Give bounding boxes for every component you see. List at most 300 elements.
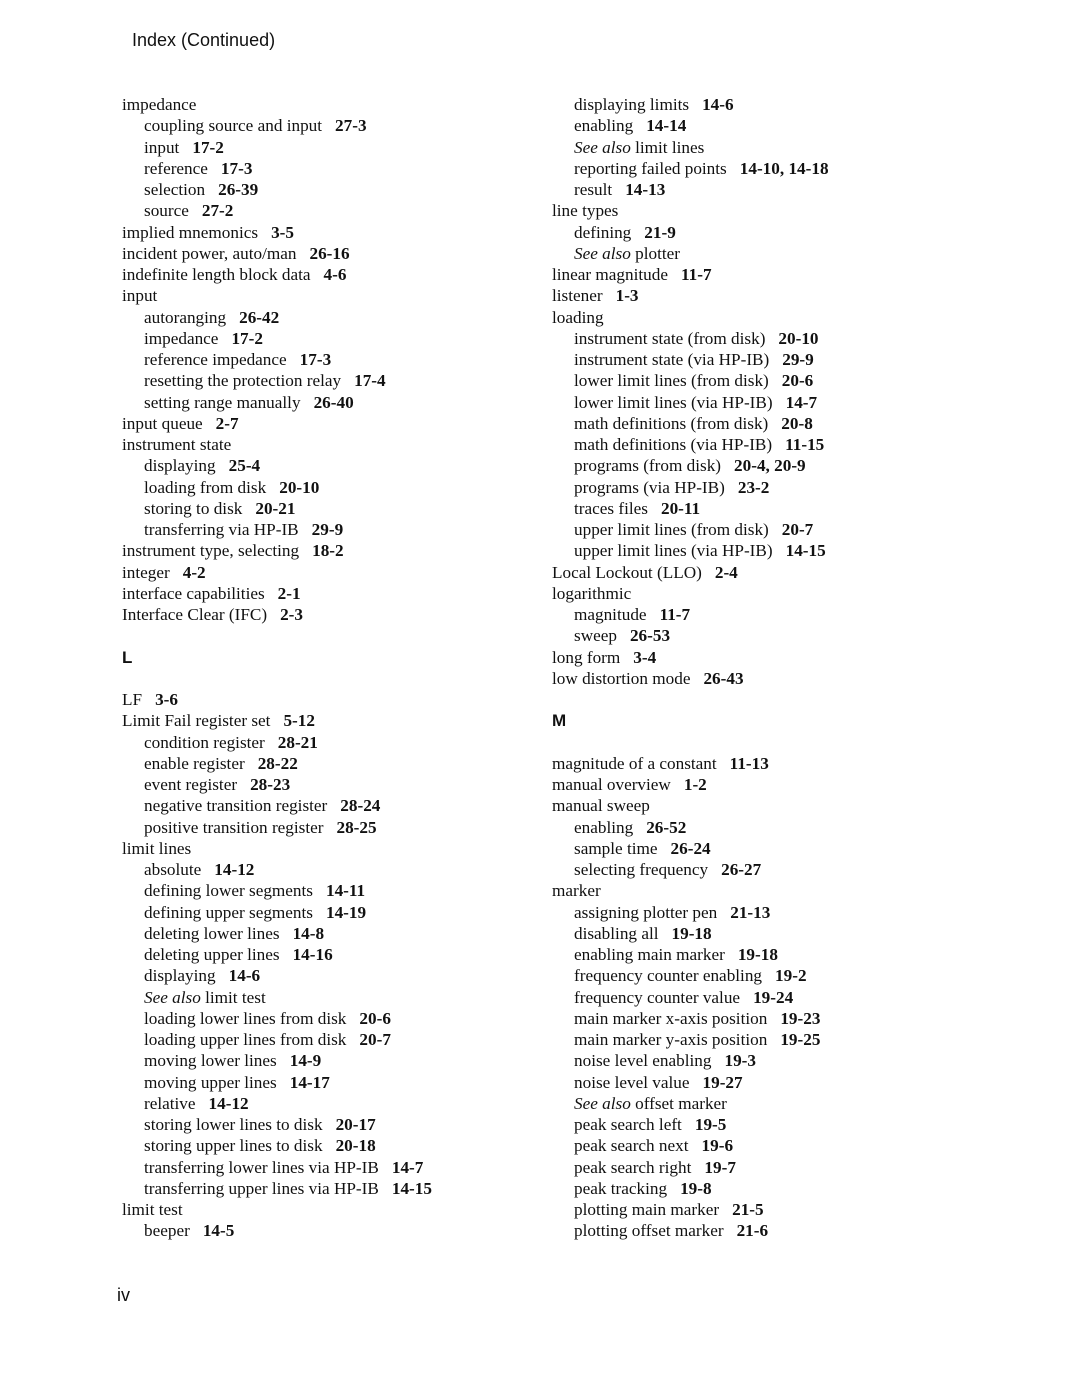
index-subentry [552,392,972,413]
index-entry [122,1199,542,1220]
index-subentry [122,1093,542,1114]
index-subentry [122,1029,542,1050]
index-term: loading upper lines from disk [144,1030,347,1049]
index-subentry [122,200,542,221]
index-term: line types [552,201,619,221]
index-entry [552,285,972,306]
index-term: source [144,201,189,221]
index-term: upper limit lines (from disk) [574,520,769,539]
page-ref: 14-11 [325,881,366,901]
page-ref: 21-5 [732,1200,764,1219]
page-ref: 14-8 [292,923,325,943]
index-term: enabling [574,116,634,136]
index-term: upper limit lines (via HP-IB) [574,541,773,561]
page-ref: 3-6 [155,690,178,709]
page-ref: 14-12 [214,860,255,879]
index-term: storing upper lines to disk [144,1136,323,1156]
see-also-ref: limit lines [635,137,705,157]
index-term: coupling source and input [144,116,323,136]
spacer [122,668,542,689]
index-term: disabling all [574,923,659,943]
see-also-ref: limit test [205,987,266,1007]
see-also-ref: plotter [635,243,680,263]
index-subentry [122,349,542,370]
page-ref: 19-27 [702,1072,743,1092]
index-subentry [552,179,972,200]
index-term: noise level value [574,1072,690,1092]
index-subentry [552,158,972,179]
index-subentry [552,838,972,859]
page-ref: 20-7 [781,520,814,539]
index-subentry [122,774,542,795]
index-term: negative transition register [144,796,328,816]
page-ref: 14-10, 14-18 [739,158,829,178]
index-term: loading from disk [144,477,267,497]
page-number: iv [117,1285,130,1305]
index-subentry [122,1178,542,1199]
index-subentry [122,1072,542,1093]
index-term: frequency counter value [574,987,741,1007]
see-also-label: See also [574,243,631,263]
index-subentry [552,859,972,880]
index-subentry [552,1178,972,1199]
index-term: enabling main marker [574,945,725,964]
page-ref: 5-12 [283,711,315,731]
page-ref: 20-11 [660,498,701,518]
index-term: peak tracking [574,1178,668,1198]
index-term: lower limit lines (from disk) [574,371,769,391]
index-term: transferring via HP-IB [144,520,299,539]
index-term: moving upper lines [144,1072,277,1092]
index-subentry [122,392,542,413]
index-subentry [552,434,972,455]
index-subentry [122,477,542,498]
page-ref: 17-2 [231,328,263,348]
page-ref: 11-13 [729,753,769,773]
index-term: magnitude [574,605,647,624]
index-subentry [552,1157,972,1178]
page-ref: 20-10 [778,328,819,348]
page-ref: 19-23 [780,1008,821,1028]
index-term: Local Lockout (LLO) [552,562,702,582]
index-subentry [552,519,972,540]
index-subentry [552,94,972,115]
index-term: instrument state [122,435,232,454]
index-term: relative [144,1093,196,1113]
page-ref: 14-6 [702,95,734,114]
index-subentry [122,817,542,838]
index-subentry [552,222,972,243]
index-term: long form [552,647,621,667]
page-ref: 26-16 [309,243,350,263]
index-subentry [122,753,542,774]
index-term: instrument state (from disk) [574,328,766,348]
spacer [122,625,542,646]
index-term: marker [552,881,601,901]
index-entry [122,710,542,731]
index-subentry [552,1135,972,1156]
page-ref: 20-8 [781,413,813,433]
page-ref: 28-23 [250,775,291,794]
page-ref: 26-52 [646,817,687,837]
page-ref: 28-24 [340,796,381,816]
index-term: peak search left [574,1115,682,1134]
see-also-label: See also [144,987,201,1007]
index-term: instrument state (via HP-IB) [574,350,770,369]
index-term: displaying limits [574,95,690,114]
see-also-entry [552,137,972,158]
index-term: transferring lower lines via HP-IB [144,1157,379,1177]
page-ref: 28-22 [257,753,298,773]
index-term: indefinite length block data [122,265,311,284]
index-term: condition register [144,732,265,752]
index-term: peak search next [574,1136,689,1156]
index-term: selecting frequency [574,860,709,879]
page-ref: 19-18 [737,945,778,964]
page-ref: 14-17 [289,1072,330,1092]
index-term: Interface Clear (IFC) [122,605,268,624]
page-ref: 20-18 [335,1136,376,1156]
index-term: math definitions (from disk) [574,413,769,433]
index-subentry [122,1135,542,1156]
index-term: loading lower lines from disk [144,1008,347,1028]
index-subentry [552,413,972,434]
page-ref: 2-4 [714,562,738,582]
index-term: enable register [144,753,245,773]
page-ref: 28-25 [336,817,377,837]
index-entry [122,264,542,285]
index-term: sample time [574,838,658,858]
index-term: defining upper segments [144,902,313,922]
index-subentry [122,115,542,136]
index-entry [552,753,972,774]
index-entry [122,434,542,455]
page-ref: 26-24 [670,838,711,858]
page-ref: 1-2 [683,775,707,794]
index-term: displaying [144,456,216,476]
index-term: interface capabilities [122,583,265,603]
page-ref: 19-7 [704,1157,736,1177]
index-term: impedance [122,95,197,114]
index-subentry [122,732,542,753]
see-also-entry [122,987,542,1008]
index-entry [552,562,972,583]
index-subentry [552,817,972,838]
index-term: defining [574,222,632,242]
index-subentry [552,604,972,625]
index-term: resetting the protection relay [144,371,342,391]
page-ref: 19-2 [775,966,807,986]
index-term: positive transition register [144,817,324,837]
index-term: plotting offset marker [574,1221,724,1241]
index-subentry [552,987,972,1008]
index-entry [122,562,542,583]
index-subentry [552,328,972,349]
page-ref: 14-7 [391,1157,424,1177]
page-ref: 26-43 [703,668,744,688]
index-subentry [122,179,542,200]
index-term: storing lower lines to disk [144,1115,323,1134]
page-ref: 29-9 [782,350,814,369]
index-subentry [552,1114,972,1135]
index-term: deleting upper lines [144,945,280,964]
page-ref: 20-21 [255,498,296,518]
page-ref: 29-9 [311,520,344,539]
index-term: deleting lower lines [144,923,280,943]
index-subentry [552,902,972,923]
page-ref: 2-1 [277,583,301,603]
index-term: manual sweep [552,796,650,816]
index-subentry [552,923,972,944]
index-subentry [552,1008,972,1029]
index-term: transferring upper lines via HP-IB [144,1178,379,1198]
page-ref: 17-2 [192,137,224,157]
index-subentry [552,115,972,136]
see-also-label: See also [574,1093,631,1113]
index-term: result [574,180,613,199]
index-term: autoranging [144,307,227,327]
index-term: instrument type, selecting [122,541,300,561]
page-ref: 20-6 [359,1008,391,1028]
page-ref: 1-3 [615,286,639,306]
index-subentry [552,944,972,965]
index-subentry [122,455,542,476]
index-term: main marker x-axis position [574,1008,768,1028]
page-ref: 19-3 [724,1051,756,1071]
index-term: limit lines [122,838,192,858]
index-term: selection [144,180,206,199]
page-ref: 14-12 [208,1093,249,1113]
index-column-left [122,94,542,1242]
index-entry [122,285,542,306]
index-term: math definitions (via HP-IB) [574,435,773,454]
index-term: event register [144,775,238,794]
index-column-right [552,94,972,1242]
page-ref: 19-25 [780,1030,821,1049]
index-entry [122,583,542,604]
index-entry [552,880,972,901]
index-term: input [122,286,158,306]
index-entry [122,604,542,625]
spacer [552,732,972,753]
page-ref: 26-40 [313,392,354,412]
index-entry [552,200,972,221]
page-ref: 17-4 [354,371,386,391]
index-subentry [552,625,972,646]
index-entry [552,307,972,328]
page-ref: 4-6 [323,265,347,284]
page-ref: 21-6 [736,1221,769,1241]
index-subentry [122,1114,542,1135]
index-subentry [122,965,542,986]
page-ref: 21-9 [644,222,676,242]
index-term: frequency counter enabling [574,966,763,986]
page-ref: 14-6 [228,966,261,986]
index-term: main marker y-axis position [574,1030,768,1049]
index-subentry [122,1050,542,1071]
index-entry [552,264,972,285]
index-entry [552,583,972,604]
index-subentry [122,1157,542,1178]
index-term: absolute [144,860,202,879]
index-term: integer [122,562,170,582]
page-ref: 20-4, 20-9 [734,456,806,476]
index-term: lower limit lines (via HP-IB) [574,392,773,412]
page-ref: 14-7 [785,392,818,412]
section-letter-m: M [552,711,567,731]
index-term: sweep [574,626,617,646]
index-subentry [552,498,972,519]
index-term: low distortion mode [552,668,691,688]
index-subentry [552,349,972,370]
page-ref: 14-16 [292,945,333,964]
index-subentry [122,158,542,179]
index-subentry [122,859,542,880]
page-ref: 3-4 [633,647,657,667]
page-ref: 17-3 [220,158,253,178]
index-term: listener [552,286,603,306]
index-term: reporting failed points [574,158,727,178]
index-term: logarithmic [552,583,632,603]
page-ref: 14-19 [325,902,367,922]
page-ref: 18-2 [312,541,344,561]
index-term: assigning plotter pen [574,902,718,922]
index-subentry [552,1199,972,1220]
page-ref: 20-7 [359,1030,391,1049]
running-header: Index (Continued) [132,30,276,50]
index-term: programs (via HP-IB) [574,477,725,497]
index-entry [122,413,542,434]
page-ref: 19-5 [694,1115,727,1134]
index-subentry [552,370,972,391]
page-ref: 20-10 [279,477,320,497]
page-ref: 14-15 [391,1178,432,1198]
index-term: beeper [144,1221,190,1241]
index-term: linear magnitude [552,265,668,284]
index-term: incident power, auto/man [122,243,297,263]
index-entry [552,795,972,816]
index-subentry [122,137,542,158]
index-term: displaying [144,966,216,986]
index-subentry [552,965,972,986]
index-subentry [122,923,542,944]
index-term: peak search right [574,1157,692,1177]
index-entry [552,647,972,668]
page-ref: 20-17 [335,1115,376,1134]
index-entry [122,94,542,115]
page-ref: 20-6 [781,371,814,391]
index-term: reference impedance [144,350,287,369]
spacer [552,689,972,710]
index-term: input queue [122,413,203,433]
page-ref: 26-27 [721,860,762,879]
page-ref: 19-18 [671,923,712,943]
index-term: input [144,137,180,157]
index-entry [552,774,972,795]
index-term: loading [552,307,604,327]
page-ref: 26-39 [218,180,259,199]
page-ref: 3-5 [271,222,294,242]
see-also-entry [552,243,972,264]
index-term: defining lower segments [144,881,313,901]
index-term: magnitude of a constant [552,753,717,773]
page-ref: 14-13 [625,180,666,199]
see-also-ref: offset marker [635,1093,727,1113]
index-subentry [122,944,542,965]
index-term: implied mnemonics [122,222,259,242]
index-term: noise level enabling [574,1051,712,1071]
index-subentry [552,1050,972,1071]
index-entry [122,540,542,561]
index-term: setting range manually [144,392,301,412]
page-ref: 11-7 [659,605,691,624]
index-entry [122,222,542,243]
page-ref: 28-21 [277,732,318,752]
index-term: programs (from disk) [574,456,722,476]
index-term: storing to disk [144,498,243,518]
page-ref: 23-2 [737,477,770,497]
page-ref: 27-3 [335,116,367,136]
page-ref: 26-42 [239,307,280,327]
section-letter-l: L [122,647,133,667]
index-subentry [552,477,972,498]
page-ref: 19-8 [680,1178,712,1198]
page-ref: 14-14 [646,116,687,136]
index-subentry [552,1072,972,1093]
page-ref: 14-5 [202,1221,235,1241]
index-subentry [122,880,542,901]
page-ref: 11-15 [785,435,825,454]
index-subentry [122,1008,542,1029]
index-term: limit test [122,1200,183,1219]
index-subentry [122,795,542,816]
page-ref: 25-4 [228,456,261,476]
index-subentry [552,1029,972,1050]
index-entry [122,689,542,710]
page-ref: 21-13 [730,902,771,922]
page-ref: 27-2 [201,201,234,221]
index-term: LF [122,690,143,709]
index-term: reference [144,158,208,178]
index-term: enabling [574,817,634,837]
index-subentry [122,498,542,519]
page-ref: 2-3 [280,605,303,624]
index-entry [552,668,972,689]
index-term: traces files [574,498,648,518]
index-subentry [122,307,542,328]
page-ref: 19-24 [753,987,794,1007]
index-subentry [122,1220,542,1241]
page-ref: 4-2 [182,562,206,582]
see-also-label: See also [574,137,631,157]
index-subentry [122,902,542,923]
index-entry [122,838,542,859]
index-term: impedance [144,328,219,348]
index-term: Limit Fail register set [122,711,271,731]
page-ref: 11-7 [680,265,712,284]
index-subentry [122,370,542,391]
see-also-entry [552,1093,972,1114]
index-entry [122,243,542,264]
index-subentry [552,540,972,561]
page-ref: 26-53 [629,626,671,646]
index-subentry [122,328,542,349]
index-term: manual overview [552,775,671,794]
page-ref: 19-6 [701,1136,734,1156]
index-subentry [552,455,972,476]
page-ref: 14-9 [289,1051,322,1071]
index-subentry [122,519,542,540]
